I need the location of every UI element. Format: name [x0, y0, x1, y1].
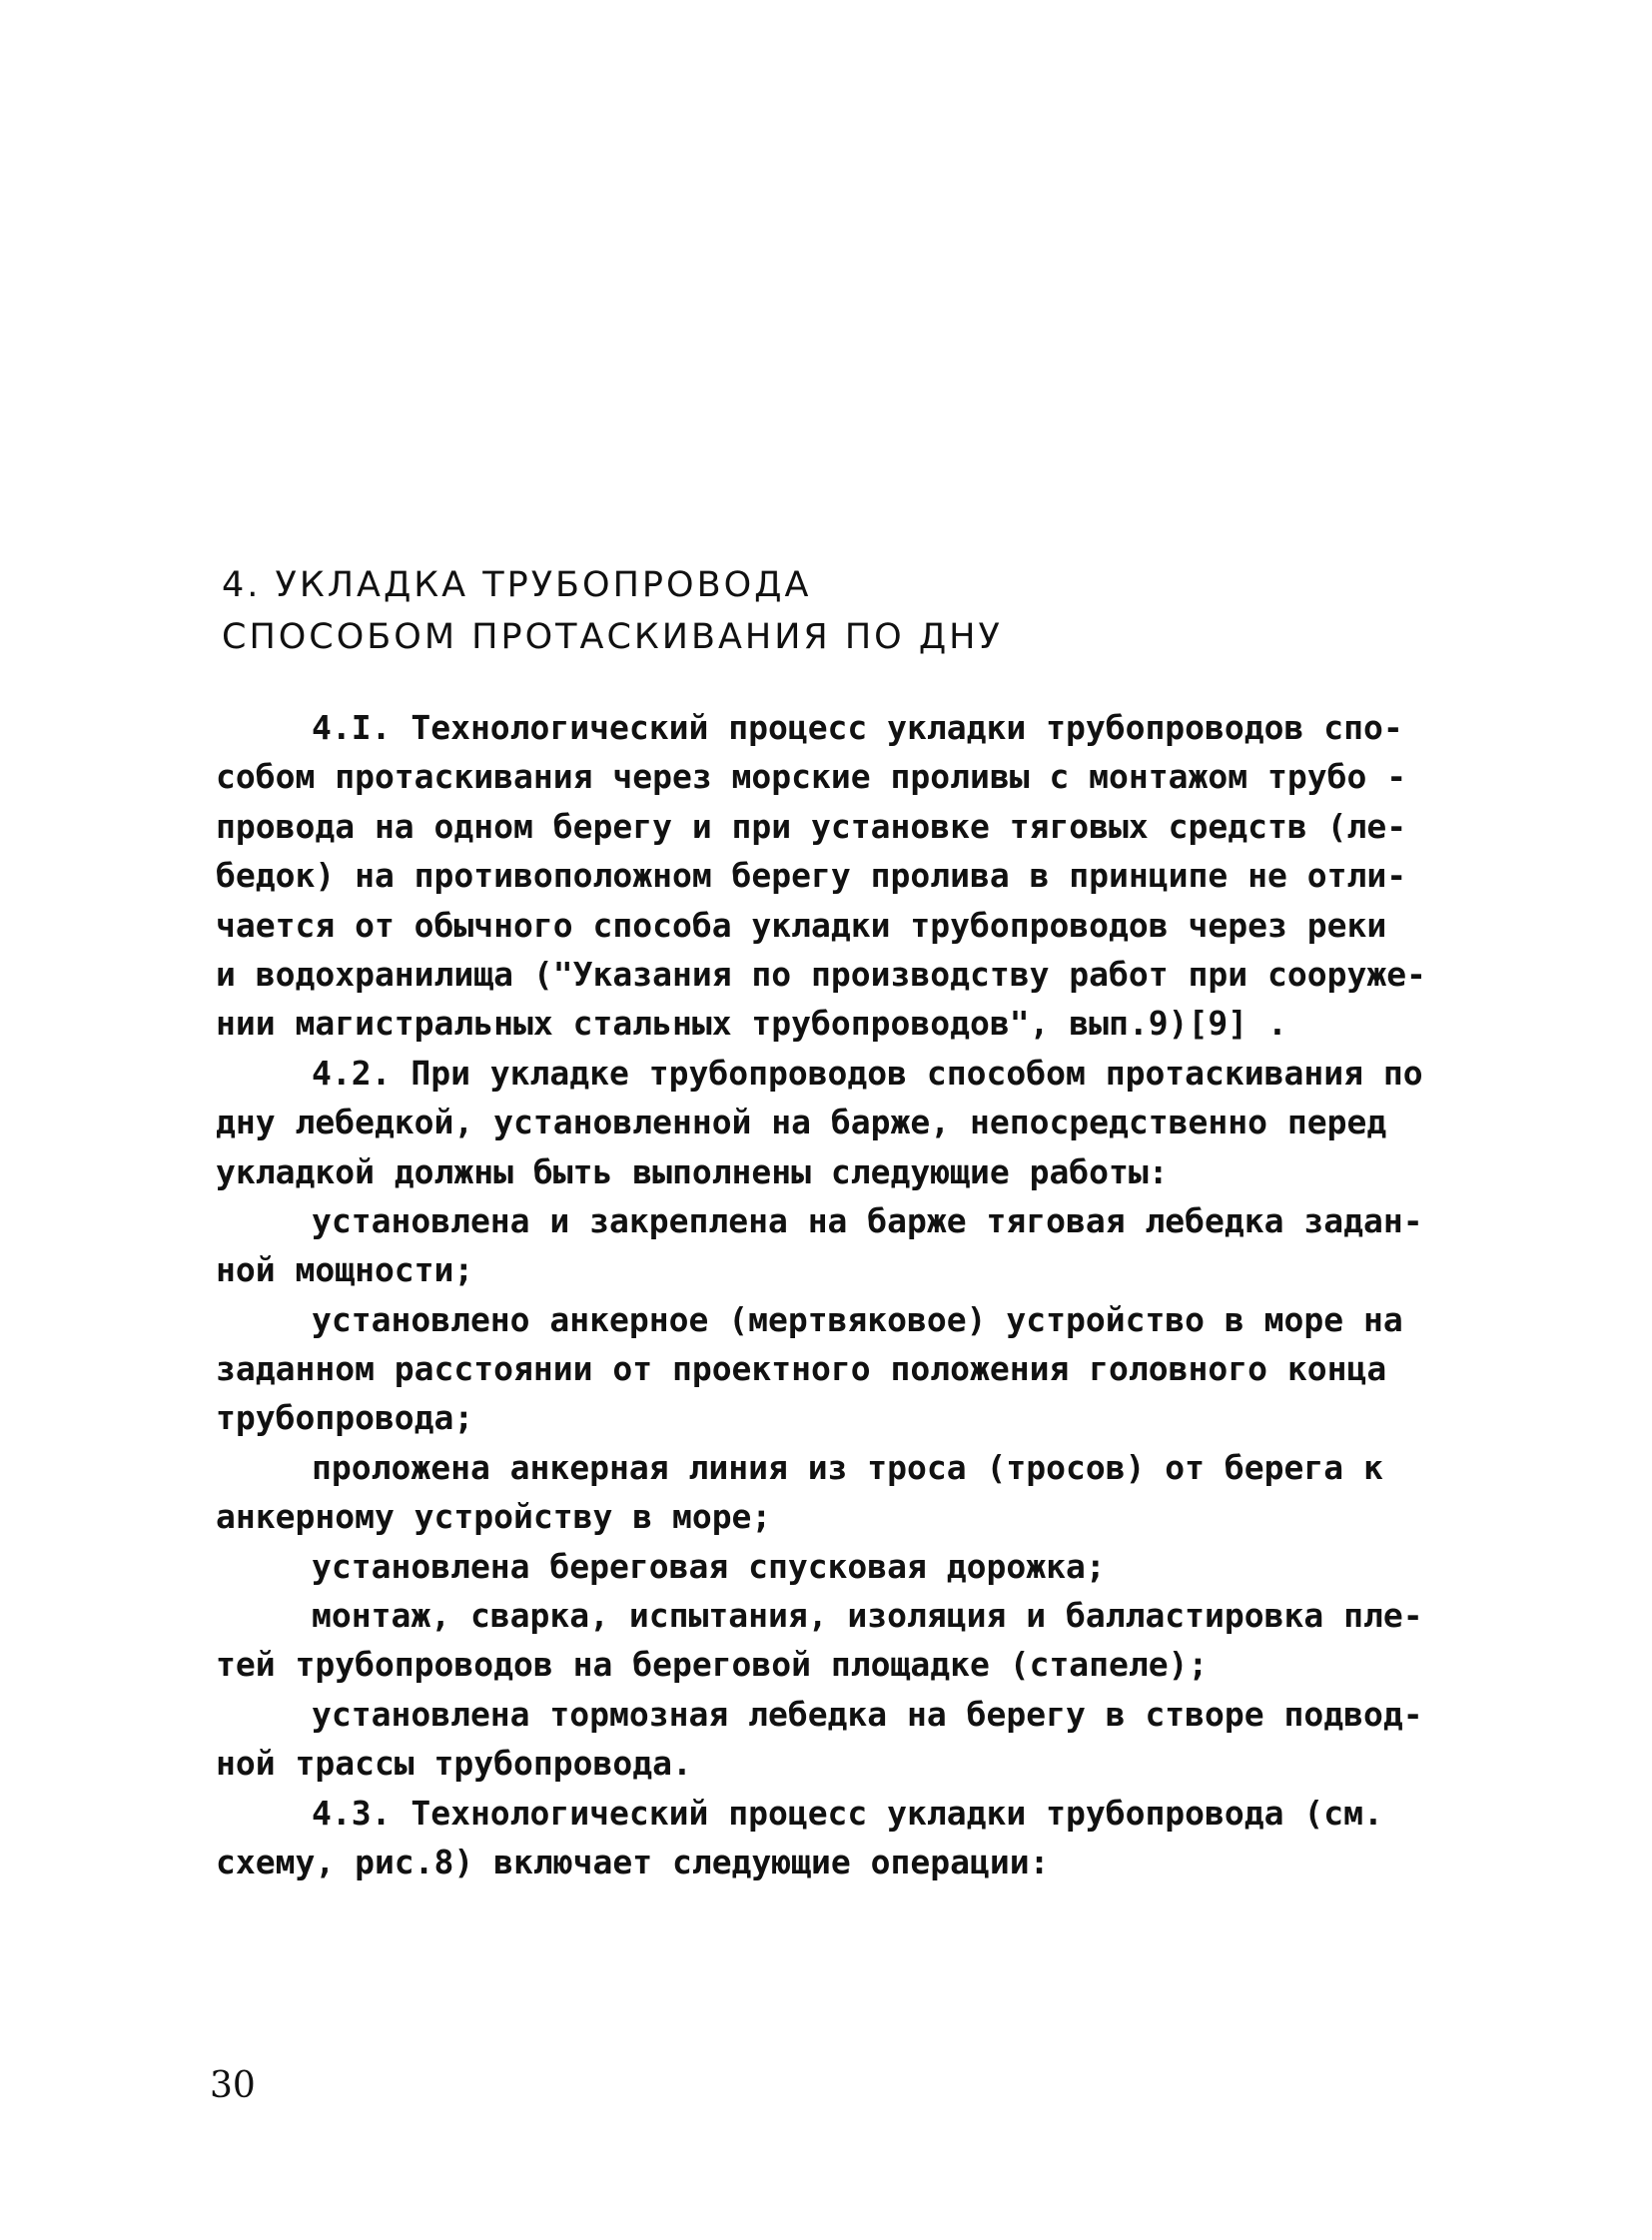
list-item-line: монтаж, сварка, испытания, изоляция и балластировка пле-	[312, 1596, 1423, 1636]
paragraph-4-3-line: 4.3. Технологический процесс укладки трубопровода (см.	[312, 1793, 1383, 1833]
paragraph-4-1-line: собом протаскивания через морские проливы с монтажом трубо -	[216, 757, 1407, 797]
heading-line-2: СПОСОБОМ ПРОТАСКИВАНИЯ ПО ДНУ	[222, 617, 1003, 657]
paragraph-4-1-line: 4.I. Технологический процесс укладки трубопроводов спо-	[312, 708, 1403, 747]
list-item-line: ной мощности;	[216, 1250, 474, 1290]
paragraph-4-1-line: нии магистральных стальных трубопроводов", вып.9)[9] .	[216, 1004, 1287, 1044]
list-item-line: заданном расстоянии от проектного положения головного конца	[216, 1349, 1387, 1389]
list-item-line: установлено анкерное (мертвяковое) устройство в море на	[312, 1299, 1403, 1339]
paragraph-4-2-line: укладкой должны быть выполнены следующие работы:	[216, 1151, 1169, 1191]
paragraph-4-1-line: чается от обычного способа укладки трубопроводов через реки	[216, 905, 1387, 945]
paragraph-4-3-line: схему, рис.8) включает следующие операции:	[216, 1842, 1050, 1881]
paragraph-4-1-line: и водохранилища ("Указания по производству работ при сооруже-	[216, 954, 1426, 994]
section-heading	[222, 559, 1003, 663]
list-item-line: трубопровода;	[216, 1398, 474, 1438]
body-text	[216, 703, 1444, 1886]
list-item-line: ной трассы трубопровода.	[216, 1744, 692, 1784]
paragraph-4-2-line: дну лебедкой, установленной на барже, непосредственно перед	[216, 1103, 1387, 1142]
paragraph-4-1-line: бедок) на противоположном берегу пролива в принципе не отли-	[216, 856, 1407, 896]
heading-line-1: 4. УКЛАДКА ТРУБОПРОВОДА	[222, 565, 812, 605]
list-item-line: тей трубопроводов на береговой площадке (стапеле);	[216, 1645, 1209, 1685]
list-item-line: установлена тормозная лебедка на берегу в створе подвод-	[312, 1694, 1423, 1734]
list-item-line: проложена анкерная линия из троса (тросов) от берега к	[312, 1447, 1383, 1487]
page-number: 30	[210, 2065, 256, 2106]
paragraph-4-1-line: провода на одном берегу и при установке тяговых средств (ле-	[216, 806, 1407, 846]
list-item-line: установлена и закреплена на барже тяговая лебедка задан-	[312, 1200, 1423, 1240]
paragraph-4-2-line: 4.2. При укладке трубопроводов способом протаскивания по	[312, 1053, 1423, 1093]
list-item-line: установлена береговая спусковая дорожка;	[312, 1546, 1106, 1586]
list-item-line: анкерному устройству в море;	[216, 1497, 772, 1537]
